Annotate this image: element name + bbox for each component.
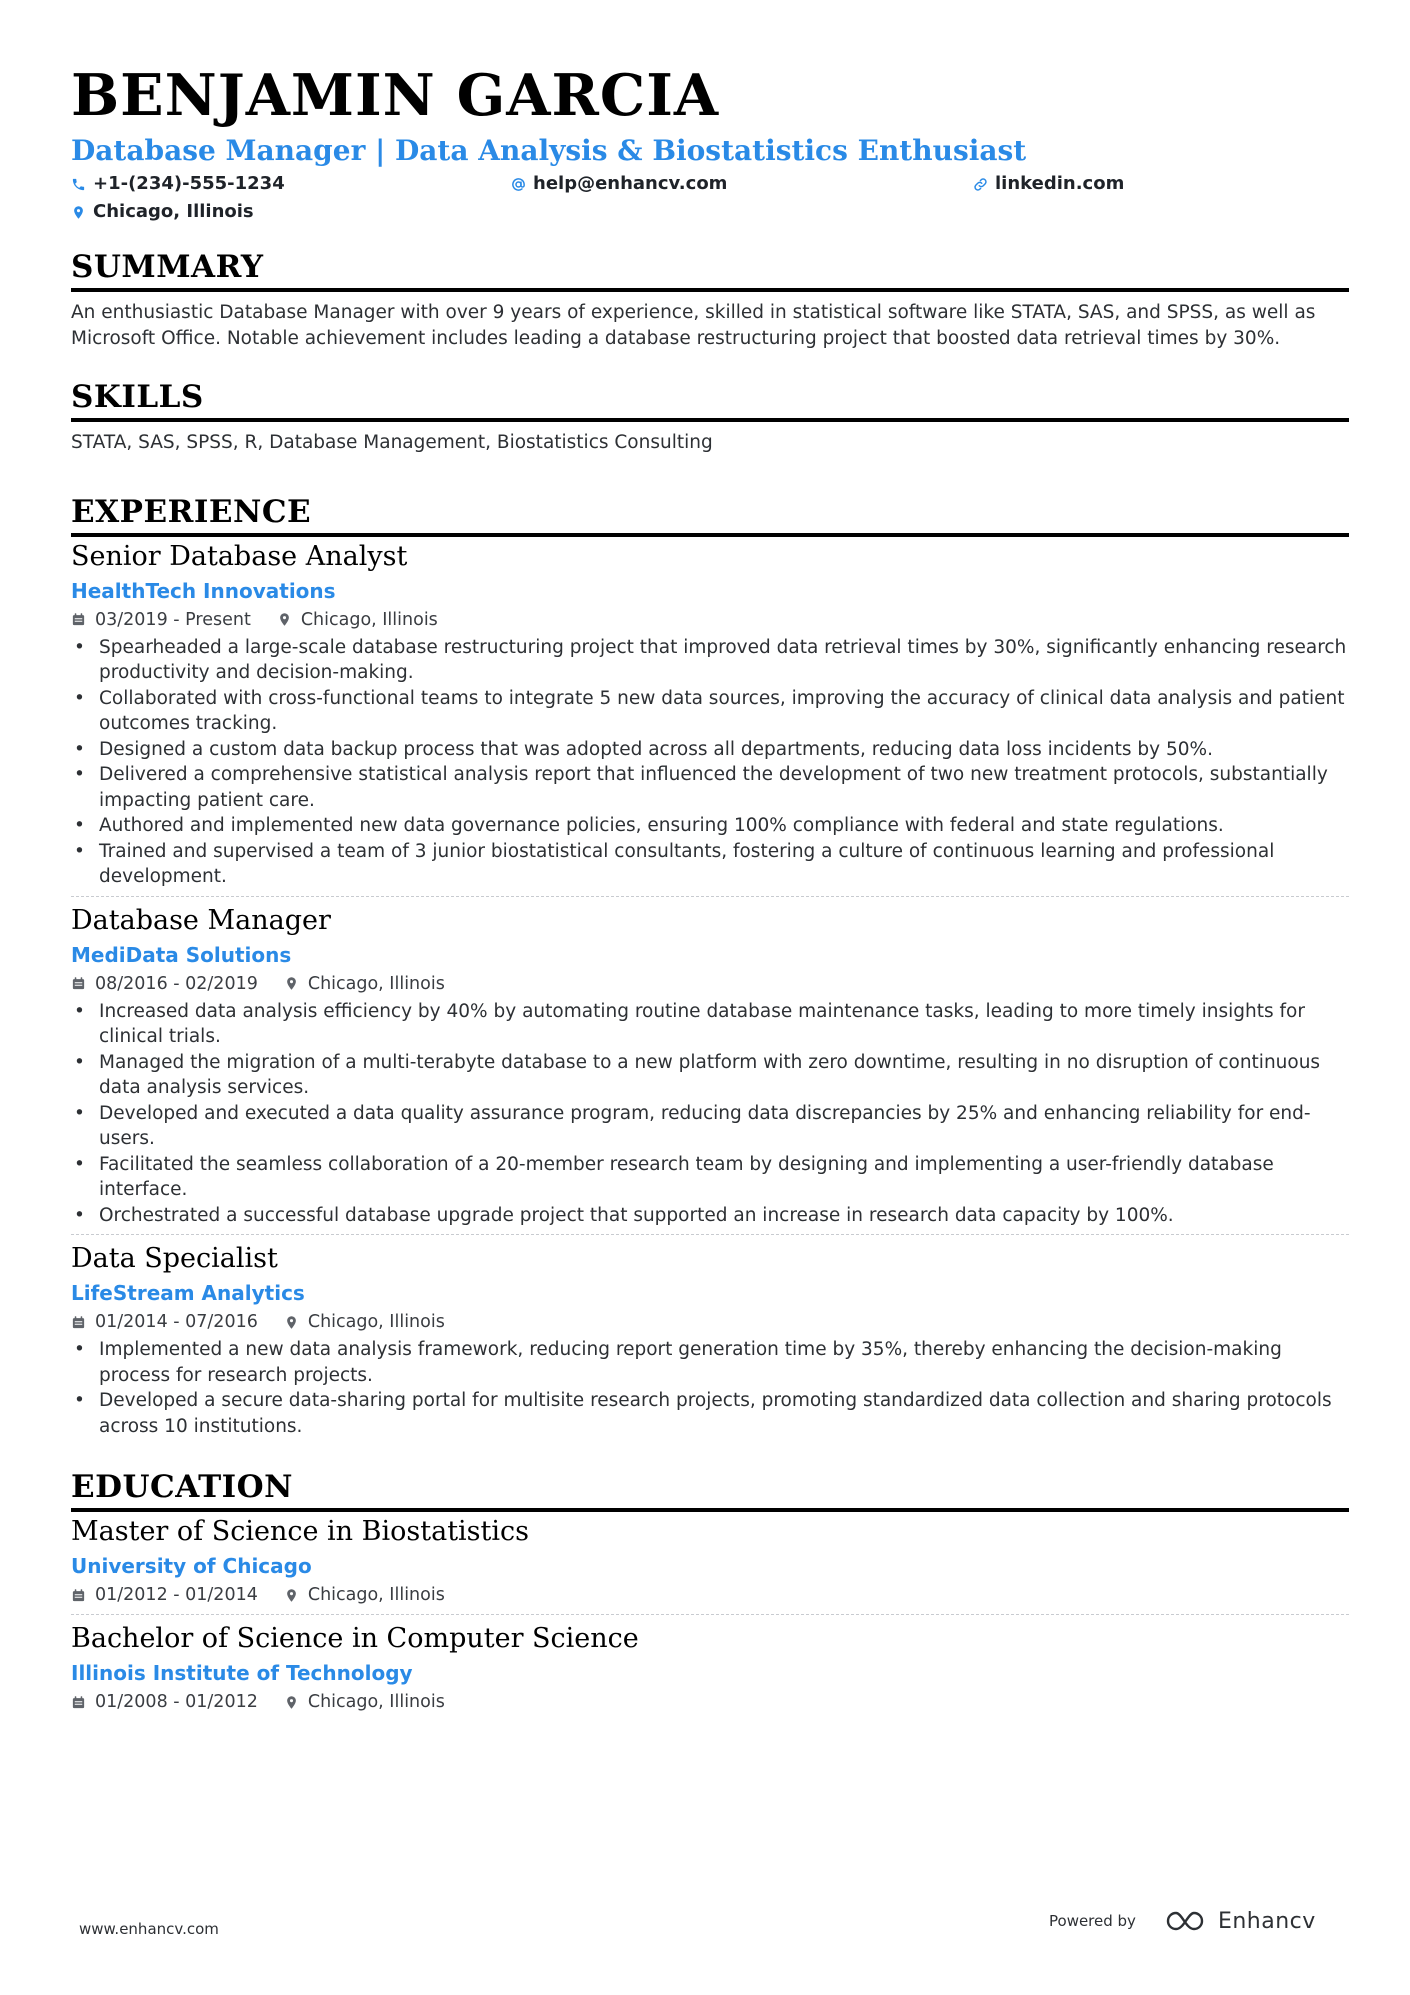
list-item: • Spearheaded a large-scale database restructuring project that improved data retrieval times by 30%, significantly enhancing research productivity and decision-making. (71, 635, 1349, 686)
location-value: Chicago, Illinois (300, 609, 438, 630)
list-item: • Designed a custom data backup process that was adopted across all departments, reducing data loss incidents by 50%. (71, 737, 1349, 763)
at-icon (511, 177, 526, 192)
job-dates (71, 971, 258, 997)
section-divider (71, 1508, 1349, 1512)
job-title: Data Specialist (71, 1243, 278, 1274)
job-dates (71, 607, 251, 633)
location-pin-icon (284, 1588, 299, 1603)
contact-info (71, 172, 1349, 224)
job-location (277, 607, 438, 633)
degree-title: Bachelor of Science in Computer Science (71, 1623, 639, 1654)
job-location (284, 971, 445, 997)
email-value: help@enhancv.com (533, 173, 728, 194)
list-item: • Trained and supervised a team of 3 junior biostatistical consultants, fostering a culture of continuous learning and professional development. (71, 839, 1349, 890)
achievement-list (71, 635, 1349, 890)
entry-divider (71, 1614, 1349, 1615)
calendar-icon (71, 612, 86, 627)
list-item: • Developed and executed a data quality assurance program, reducing data discrepancies by 25% and enhancing reliability for end-users. (71, 1101, 1349, 1152)
calendar-icon (71, 1588, 86, 1603)
job-meta (71, 1309, 1349, 1335)
dates-value: 01/2014 - 07/2016 (95, 1312, 258, 1332)
contact-phone[interactable] (71, 172, 489, 196)
company-name[interactable]: LifeStream Analytics (71, 1281, 305, 1305)
location-pin-icon (284, 1315, 299, 1330)
education-entry (71, 1621, 1349, 1715)
list-item: • Delivered a comprehensive statistical analysis report that influenced the development of two new treatment protocols, substantially impacting patient care. (71, 762, 1349, 813)
location-value: Chicago, Illinois (307, 1312, 445, 1332)
section-title-education: EDUCATION (71, 1469, 293, 1505)
list-item: • Orchestrated a successful database upgrade project that supported an increase in research data capacity by 100%. (71, 1203, 1349, 1229)
phone-value: +1-(234)-555-1234 (93, 173, 285, 194)
dates-value: 08/2016 - 02/2019 (95, 973, 258, 994)
achievement-list (71, 999, 1349, 1229)
enhancv-logo-icon (1164, 1908, 1210, 1934)
skills-section (71, 377, 1349, 456)
resume-page (71, 60, 1349, 1715)
linkedin-value: linkedin.com (995, 173, 1125, 194)
phone-icon (71, 177, 86, 192)
section-title-summary: SUMMARY (71, 249, 264, 285)
degree-title: Master of Science in Biostatistics (71, 1516, 529, 1547)
skills-text: STATA, SAS, SPSS, R, Database Management, Biostatistics Consulting (71, 432, 713, 453)
job-title: Database Manager (71, 904, 331, 936)
education-entry (71, 1514, 1349, 1608)
section-divider (71, 418, 1349, 422)
dates-value: 01/2008 - 01/2012 (95, 1692, 258, 1712)
summary-text: An enthusiastic Database Manager with over 9 years of experience, skilled in statistical software like STATA, SAS, and SPSS, as well as Microsoft Office. Notable achievement includes leading a database restructuring project that boosted data retrieval times by 30%. (71, 302, 1316, 349)
education-section (71, 1467, 1349, 1715)
link-icon (973, 177, 988, 192)
calendar-icon (71, 1315, 86, 1330)
dates-value: 03/2019 - Present (95, 609, 251, 630)
job-title: Senior Database Analyst (71, 540, 408, 572)
school-name[interactable]: Illinois Institute of Technology (71, 1661, 413, 1685)
experience-entry (71, 1241, 1349, 1439)
calendar-icon (71, 976, 86, 991)
footer-branding (1049, 1908, 1316, 1934)
location-pin-icon (71, 205, 86, 220)
list-item: • Managed the migration of a multi-terabyte database to a new platform with zero downtime, resulting in no disruption of continuous data analysis services. (71, 1050, 1349, 1101)
calendar-icon (71, 1695, 86, 1710)
location-pin-icon (284, 1695, 299, 1710)
education-meta (71, 1582, 1349, 1608)
school-name[interactable]: University of Chicago (71, 1554, 312, 1578)
job-meta (71, 971, 1349, 997)
education-location (284, 1582, 445, 1608)
contact-email[interactable] (511, 172, 907, 196)
experience-section (71, 492, 1349, 1440)
achievement-list (71, 1337, 1349, 1439)
location-value: Chicago, Illinois (307, 1585, 445, 1605)
list-item: • Implemented a new data analysis framework, reducing report generation time by 35%, thereby enhancing the decision-making process for research projects. (71, 1337, 1349, 1388)
location-pin-icon (284, 976, 299, 991)
education-meta (71, 1689, 1349, 1715)
list-item: • Authored and implemented new data governance policies, ensuring 100% compliance with federal and state regulations. (71, 813, 1349, 839)
location-value: Chicago, Illinois (307, 973, 445, 994)
powered-by-label: Powered by (1049, 1912, 1136, 1930)
footer-website[interactable]: www.enhancv.com (79, 1920, 219, 1938)
entry-divider (71, 1234, 1349, 1235)
contact-location (71, 200, 489, 224)
dates-value: 01/2012 - 01/2014 (95, 1585, 258, 1605)
location-pin-icon (277, 612, 292, 627)
education-dates (71, 1689, 258, 1715)
candidate-name: BENJAMIN GARCIA (71, 62, 720, 129)
location-value: Chicago, Illinois (307, 1692, 445, 1712)
list-item: • Collaborated with cross-functional teams to integrate 5 new data sources, improving the accuracy of clinical data analysis and patient outcomes tracking. (71, 686, 1349, 737)
section-title-experience: EXPERIENCE (71, 493, 312, 530)
summary-section (71, 247, 1349, 351)
section-divider (71, 533, 1349, 537)
job-dates (71, 1309, 258, 1335)
company-name[interactable]: HealthTech Innovations (71, 578, 336, 603)
list-item: • Facilitated the seamless collaboration of a 20-member research team by designing and implementing a user-friendly database interface. (71, 1152, 1349, 1203)
company-name[interactable]: MediData Solutions (71, 942, 292, 967)
section-divider (71, 288, 1349, 292)
contact-linkedin[interactable] (973, 172, 1325, 196)
experience-entry (71, 539, 1349, 890)
job-location (284, 1309, 445, 1335)
experience-entry (71, 903, 1349, 1229)
enhancv-brand[interactable]: Enhancv (1217, 1908, 1316, 1934)
education-location (284, 1689, 445, 1715)
location-value: Chicago, Illinois (93, 201, 254, 222)
entry-divider (71, 896, 1349, 897)
list-item: • Increased data analysis efficiency by 40% by automating routine database maintenance tasks, leading to more timely insights for clinical trials. (71, 999, 1349, 1050)
section-title-skills: SKILLS (71, 379, 204, 415)
list-item: • Developed a secure data-sharing portal for multisite research projects, promoting standardized data collection and sharing protocols across 10 institutions. (71, 1388, 1349, 1439)
education-dates (71, 1582, 258, 1608)
job-meta (71, 607, 1349, 633)
candidate-headline: Database Manager | Data Analysis & Biostatistics Enthusiast (71, 134, 1027, 167)
